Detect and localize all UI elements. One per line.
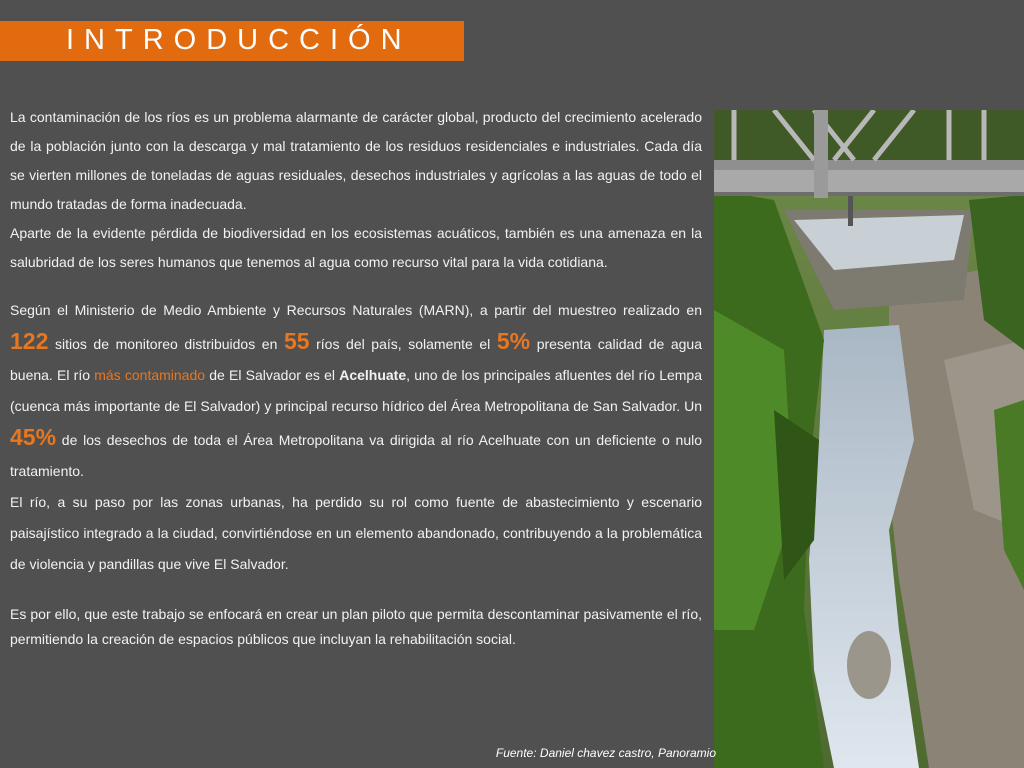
p3-text-7: de los desechos de toda el Área Metropolitana va dirigida al río Acelhuate con un deficiente o nulo tratamiento.: [10, 432, 702, 479]
river-photo: [714, 110, 1024, 768]
p3-text-5: de El Salvador es el: [205, 367, 340, 383]
paragraph-1: La contaminación de los ríos es un problema alarmante de carácter global, producto del crecimiento acelerado de la población junto con la descarga y mal tratamiento de los residuos residenciales e industriales. Cada día se vierten millones de toneladas de aguas residuales, desechos industriales y agrícolas a las aguas de todo el mundo tratadas de forma inadecuada.: [10, 109, 702, 212]
paragraph-3: [10, 295, 702, 487]
stat-good-quality: 5%: [496, 328, 531, 354]
highlight-most-polluted: más contaminado: [94, 367, 206, 383]
body-text: [10, 103, 702, 652]
river-name: Acelhuate: [339, 367, 407, 383]
p3-text-4: presenta calidad de agua buena. El río: [10, 336, 702, 383]
p3-text-1: Según el Ministerio de Medio Ambiente y Recursos Naturales (MARN), a partir del muestreo realizado en: [10, 302, 702, 318]
paragraph-5: Es por ello, que este trabajo se enfocará en crear un plan piloto que permita descontaminar pasivamente el río, permitiendo la creación de espacios públicos que incluyan la rehabilitación social.: [10, 606, 702, 647]
stat-sites: 122: [10, 328, 49, 354]
page-title: INTRODUCCIÓN: [66, 24, 412, 56]
photo-caption: Fuente: Daniel chavez castro, Panoramio: [495, 746, 716, 760]
paragraph-2: Aparte de la evidente pérdida de biodiversidad en los ecosistemas acuáticos, también es una amenaza en la salubridad de los seres humanos que tenemos al agua como recurso vital para la vida cotidiana.: [10, 225, 702, 270]
stat-waste: 45%: [10, 424, 57, 450]
paragraph-4: El río, a su paso por las zonas urbanas, ha perdido su rol como fuente de abastecimiento y escenario paisajístico integrado a la ciudad, convirtiéndose en un elemento abandonado, contribuyendo a la problemática de violencia y pandillas que vive El Salvador.: [10, 494, 702, 572]
stat-rivers: 55: [283, 328, 310, 354]
p3-text-6: , uno de los principales afluentes del río Lempa (cuenca más importante de El Salvador) y principal recurso hídrico del Área Metropolitana de San Salvador. Un: [10, 367, 703, 414]
p3-text-2: sitios de monitoreo distribuidos en: [48, 336, 284, 352]
p3-text-3: ríos del país, solamente el: [309, 336, 497, 352]
